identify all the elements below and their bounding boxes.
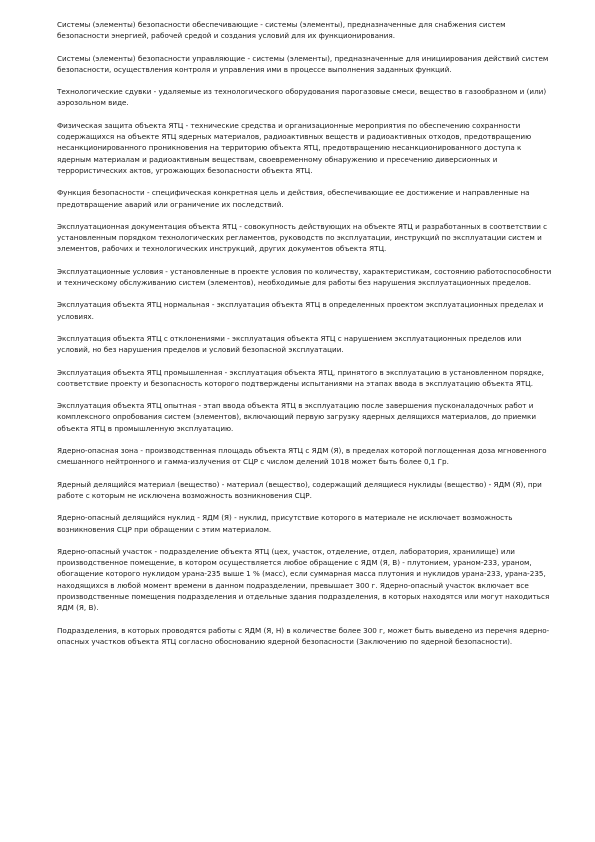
definition-paragraph: Системы (элементы) безопасности обеспечивающие - системы (элементы), предназначенные для снабжения систем безопасности энергией, рабочей средой и создания условий для их функционирования. [57, 20, 506, 41]
definition-paragraph: Подразделения, в которых проводятся работы с ЯДМ (Я, Н) в количестве более 300 г, может быть выведено из перечня ядерно-опасных участков объекта ЯТЦ согласно обоснованию ядерной безопасности (Заключению по ядерной безопасности). [57, 625, 550, 646]
document-body [57, 19, 552, 658]
definition-paragraph: Ядерно-опасная зона - производственная площадь объекта ЯТЦ с ЯДМ (Я), в пределах которой поглощенная доза мгновенного смешанного нейтронного и гамма-излучения от СЦР с числом делений 1018 может быть более 0,1 Гр. [57, 446, 547, 467]
definition-paragraph: Технологические сдувки - удаляемые из технологического оборудования парогазовые смеси, вещество в газообразном и (или) аэрозольном виде. [57, 87, 547, 108]
definition-paragraph: Эксплуатационная документация объекта ЯТЦ - совокупность действующих на объекте ЯТЦ и разработанных в соответствии с установленным порядком технологических регламентов, руководств по эксплуатации, инструкций по эксплуатации систем и элементов, рабочих и технологических инструкций, других документов объекта ЯТЦ. [57, 221, 548, 254]
definition-paragraph: Ядерно-опасный участок - подразделение объекта ЯТЦ (цех, участок, отделение, отдел, лаборатория, хранилище) или производственное помещение, в котором осуществляется любое обращение с ЯДМ (Я, В) - плутонием, ураном-233, ураном, обогащение которого нуклидом урана-235 выше 1 % (масс), если суммарная масса плутония и нуклидов урана-233, урана-235, находящихся в любой момент времени в данном подразделении, превышает 300 г. Ядерно-опасный участок включает все производственные помещения подразделения и отдельные здания подразделения, в которых находятся или могут находиться ЯДМ (Я, В). [57, 546, 550, 613]
definition-paragraph: Физическая защита объекта ЯТЦ - технические средства и организационные мероприятия по обеспечению сохранности содержащихся на объекте ЯТЦ ядерных материалов, радиоактивных веществ и радиоактивных отходов, предотвращению несанкционированного проникновения на территорию объекта ЯТЦ, предотвращению несанкционированного доступа к ядерным материалам и радиоактивным веществам, своевременному обнаружению и пресечению диверсионных и террористических актов, угрожающих безопасности объекта ЯТЦ. [57, 120, 532, 175]
definition-paragraph: Эксплуатация объекта ЯТЦ с отклонениями - эксплуатация объекта ЯТЦ с нарушением эксплуатационных пределов или условий, но без нарушения пределов и условий безопасной эксплуатации. [57, 333, 522, 355]
definition-paragraph: Эксплуатация объекта ЯТЦ опытная - этап ввода объекта ЯТЦ в эксплуатацию после завершения пусконаладочных работ и комплексного опробования систем (элементов), включающий первую загрузку ядерных делящихся материалов, до приемки объекта ЯТЦ в промышленную эксплуатацию. [57, 401, 537, 433]
definition-paragraph: Эксплуатация объекта ЯТЦ промышленная - эксплуатация объекта ЯТЦ, принятого в эксплуатацию в установленном порядке, соответствие проекту и безопасность которого подтверждены испытаниями на этапах ввода в эксплуатацию объекта ЯТЦ. [57, 367, 544, 388]
definition-paragraph: Ядерный делящийся материал (вещество) - материал (вещество), содержащий делящиеся нуклиды (вещество) - ЯДМ (Я), при работе с которым не исключена возможность возникновения СЦР. [57, 479, 542, 500]
definition-paragraph: Ядерно-опасный делящийся нуклид - ЯДМ (Я) - нуклид, присутствие которого в материале не исключает возможность возникновения СЦР при обращении с этим материалом. [57, 513, 513, 534]
definition-paragraph: Функция безопасности - специфическая конкретная цель и действия, обеспечивающие ее достижение и направленные на предотвращение аварий или ограничение их последствий. [57, 188, 530, 209]
definition-paragraph: Эксплуатационные условия - установленные в проекте условия по количеству, характеристикам, состоянию работоспособности и техническому обслуживанию систем (элементов), необходимые для работы без нарушения эксплуатационных пределов. [57, 266, 552, 288]
definition-paragraph: Эксплуатация объекта ЯТЦ нормальная - эксплуатация объекта ЯТЦ в определенных проектом эксплуатационных пределах и условиях. [57, 300, 544, 321]
definition-paragraph: Системы (элементы) безопасности управляющие - системы (элементы), предназначенные для инициирования действий систем безопасности, осуществления контроля и управления ими в процессе выполнения заданных функций. [57, 53, 549, 74]
